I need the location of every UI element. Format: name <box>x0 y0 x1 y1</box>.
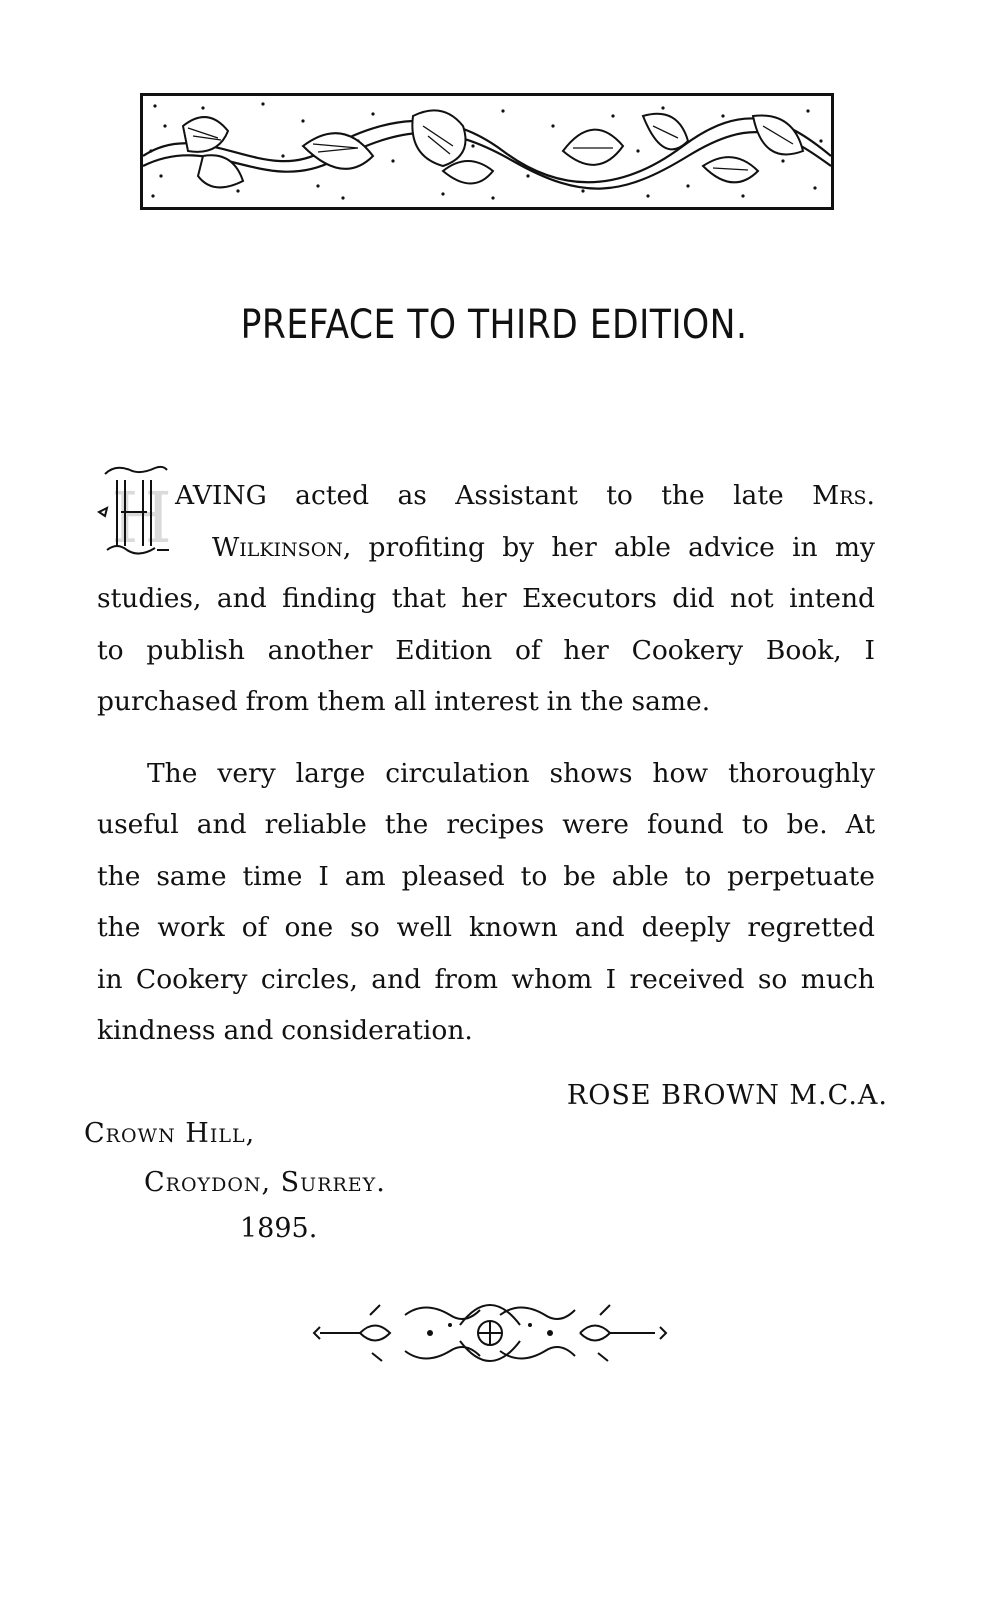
paragraph-line: Wilkinson, profiting by her able advice in my <box>212 531 875 563</box>
address-line: Croydon, Surrey. <box>144 1167 386 1198</box>
floral-headpiece <box>140 93 834 210</box>
paragraph-line: AVING acted as Assistant to the late Mrs. <box>175 480 875 511</box>
paragraph-line: in Cookery circles, and from whom I received so much <box>97 963 875 995</box>
paragraph-line: purchased from them all interest in the same. <box>97 686 711 717</box>
signature: ROSE BROWN M.C.A. <box>566 1080 888 1111</box>
page-title: PREFACE TO THIRD EDITION. <box>240 302 748 348</box>
preface-body <box>97 470 875 1057</box>
paragraph-line: The very large circulation shows how thoroughly <box>147 757 875 789</box>
scroll-ornament-icon <box>310 1295 670 1365</box>
paragraph-line: kindness and consideration. <box>97 1015 473 1046</box>
svg-text:H: H <box>111 477 173 559</box>
paragraph-line: the work of one so well known and deeply regretted <box>97 912 875 943</box>
address-line: Crown Hill, <box>84 1118 256 1149</box>
address-year: 1895. <box>240 1213 318 1244</box>
paragraph-line: to publish another Edition of her Cookery Book, I <box>97 634 875 666</box>
paragraph-line: the same time I am pleased to be able to perpetuate <box>97 860 875 892</box>
decorated-initial-H-icon <box>97 462 177 562</box>
floral-band-icon <box>143 96 831 207</box>
paragraph-line: studies, and finding that her Executors did not intend <box>97 583 875 614</box>
paragraph-line: useful and reliable the recipes were found to be. At <box>97 809 875 840</box>
